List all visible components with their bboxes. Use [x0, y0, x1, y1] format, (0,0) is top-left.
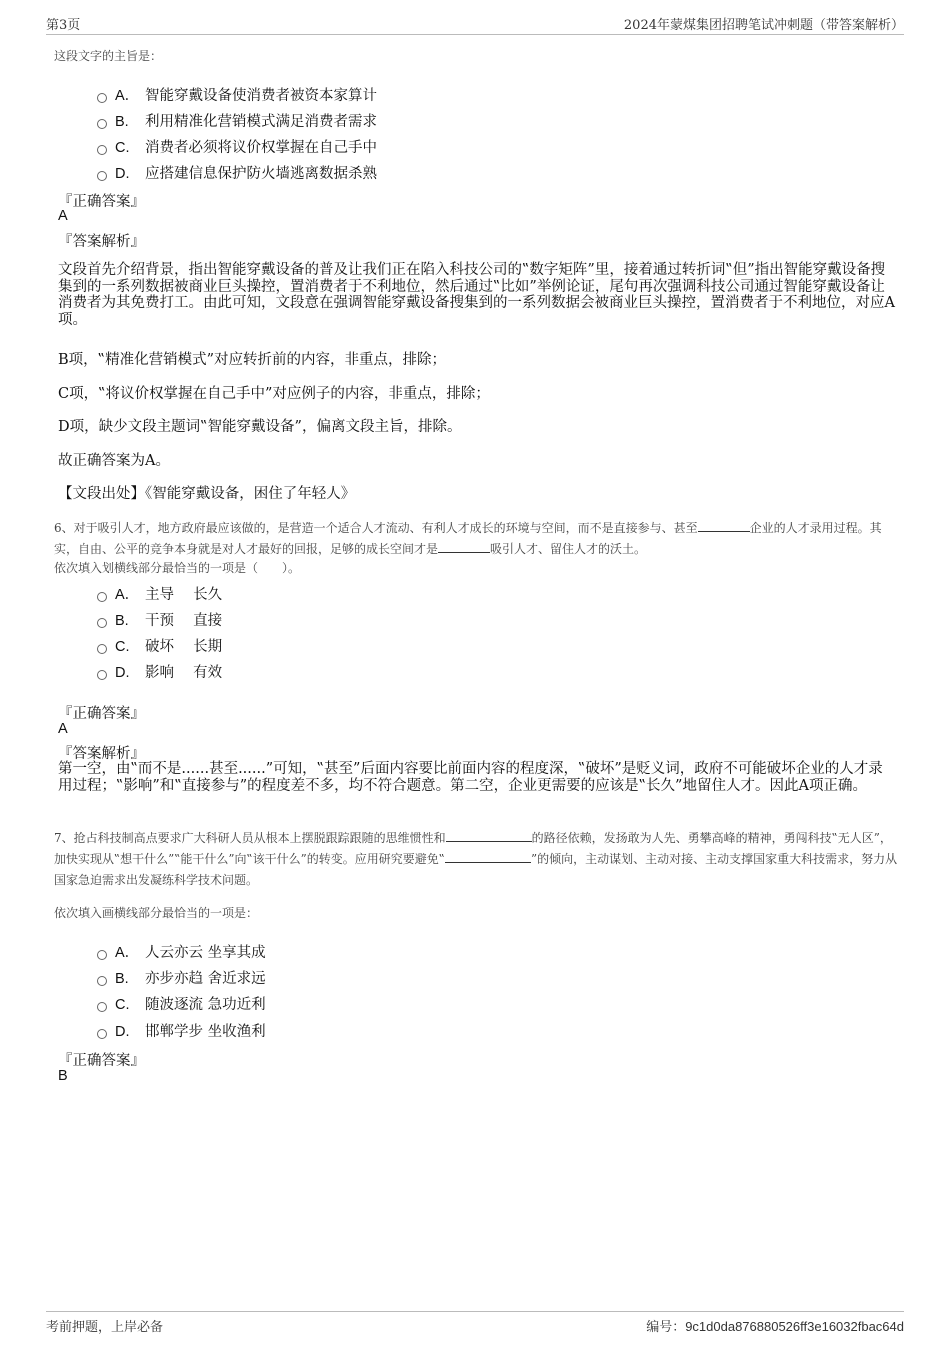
- radio-icon[interactable]: [97, 119, 107, 129]
- q6-stem: 6、对于吸引人才，地方政府最应该做的，是营造一个适合人才流动、有利人才成长的环境与空间，而不是直接参与、甚至 企业的人才录用过程。其实，自由、公平的竞争本身就是对人才最好的回报，足够的成长空间才是 吸引人才、留住人才的沃土。: [54, 521, 882, 556]
- q7-answer-label: 『正确答案』: [58, 1053, 145, 1069]
- q6-option-a[interactable]: A． 主导 长久: [97, 583, 222, 603]
- blank-line: [698, 519, 750, 532]
- q5-analysis-main: 文段首先介绍背景，指出智能穿戴设备的普及让我们正在陷入科技公司的‟数字矩阵”里，接着通过转折词‟但”指出智能穿戴设备搜集到的一系列数据被商业巨头操控，置消费者于不利地位，然后通过‟比如”举例论证，尾句再次强调科技公司通过智能穿戴设备让消费者为其免费打工。由此可知，文段意在强调智能穿戴设备搜集到的一系列数据会被商业巨头操控，置消费者于不利地位，对应A项。: [58, 262, 895, 328]
- radio-icon[interactable]: [97, 976, 107, 986]
- q7-option-d[interactable]: D. 邯郸学步 坐收渔利: [97, 1020, 266, 1040]
- q6-option-d[interactable]: D. 影响 有效: [97, 661, 222, 681]
- q7-option-c[interactable]: C. 随波逐流 急功近利: [97, 993, 266, 1013]
- q5-conclusion: 故正确答案为A。: [58, 453, 170, 469]
- radio-icon[interactable]: [97, 1029, 107, 1039]
- q5-analysis-b: B项，‟精准化营销模式”对应转折前的内容，非重点，排除；: [58, 352, 446, 368]
- q7-instruction: 依次填入画横线部分最恰当的一项是：: [54, 906, 259, 920]
- radio-icon[interactable]: [97, 618, 107, 628]
- radio-icon[interactable]: [97, 644, 107, 654]
- q5-answer: A: [58, 208, 68, 224]
- q5-option-c[interactable]: C. 消费者必须将议价权掌握在自己手中: [97, 136, 377, 156]
- radio-icon[interactable]: [97, 1002, 107, 1012]
- q6-answer: A: [58, 721, 68, 737]
- q6-analysis-label: 『答案解析』: [58, 746, 145, 762]
- q5-analysis-label: 『答案解析』: [58, 234, 145, 250]
- page-number: 第3页: [46, 18, 81, 33]
- blank-line: [438, 540, 490, 553]
- radio-icon[interactable]: [97, 592, 107, 602]
- q5-answer-label: 『正确答案』: [58, 194, 145, 210]
- q7-option-a[interactable]: A． 人云亦云 坐享其成: [97, 941, 266, 961]
- q6-option-c[interactable]: C. 破坏 长期: [97, 635, 222, 655]
- radio-icon[interactable]: [97, 145, 107, 155]
- blank-line: [446, 829, 532, 842]
- q7-stem: 7、抢占科技制高点要求广大科研人员从根本上摆脱跟踪跟随的思维惯性和 的路径依赖，发扬敢为人先、勇攀高峰的精神，勇闯科技‟无人区”，加快实现从‟想干什么”‟能干什么”向‟该干什么”的转变。应用研究要避免‟ ”的倾向，主动谋划、主动对接、主动支撑国家重大科技需求，努力从国家急迫需求出发凝练科学技术问题。: [54, 831, 898, 887]
- radio-icon[interactable]: [97, 670, 107, 680]
- footer-slogan: 考前押题，上岸必备: [46, 1320, 164, 1335]
- q6-answer-label: 『正确答案』: [58, 706, 145, 722]
- q6-instruction: 依次填入划横线部分最恰当的一项是（ ）。: [54, 561, 301, 575]
- q6-analysis: 第一空，由‟而不是......甚至......”可知，‟甚至”后面内容要比前面内容的程度深，‟破坏”是贬义词，政府不可能破坏企业的人才录用过程；‟影响”和‟直接参与”的程度差不多，均不符合题意。第二空，企业更需要的应该是‟长久”地留住人才。因此A项正确。: [58, 761, 883, 794]
- page-footer: [46, 1311, 904, 1336]
- radio-icon[interactable]: [97, 171, 107, 181]
- q5-analysis-c: C项，‟将议价权掌握在自己手中”对应例子的内容，非重点，排除；: [58, 386, 490, 402]
- q5-analysis-d: D项，缺少文段主题词‟智能穿戴设备”，偏离文段主旨，排除。: [58, 419, 462, 435]
- q5-source: 【文段出处】《智能穿戴设备，困住了年轻人》: [58, 486, 356, 502]
- page-header: [46, 12, 904, 35]
- radio-icon[interactable]: [97, 950, 107, 960]
- q5-option-d[interactable]: D. 应搭建信息保护防火墙逃离数据杀熟: [97, 162, 377, 182]
- document-title: 2024年蒙煤集团招聘笔试冲刺题（带答案解析）: [623, 18, 904, 33]
- document-code: 编号：9c1d0da876880526ff3e16032fbac64d: [646, 1319, 904, 1334]
- q6-option-b[interactable]: B. 干预 直接: [97, 609, 222, 629]
- q5-option-b[interactable]: B. 利用精准化营销模式满足消费者需求: [97, 110, 377, 130]
- q5-stem: 这段文字的主旨是：: [54, 49, 163, 63]
- q5-option-a[interactable]: A． 智能穿戴设备使消费者被资本家算计: [97, 84, 377, 104]
- q7-option-b[interactable]: B. 亦步亦趋 舍近求远: [97, 967, 266, 987]
- blank-line: [445, 850, 531, 863]
- radio-icon[interactable]: [97, 93, 107, 103]
- q7-answer: B: [58, 1068, 68, 1084]
